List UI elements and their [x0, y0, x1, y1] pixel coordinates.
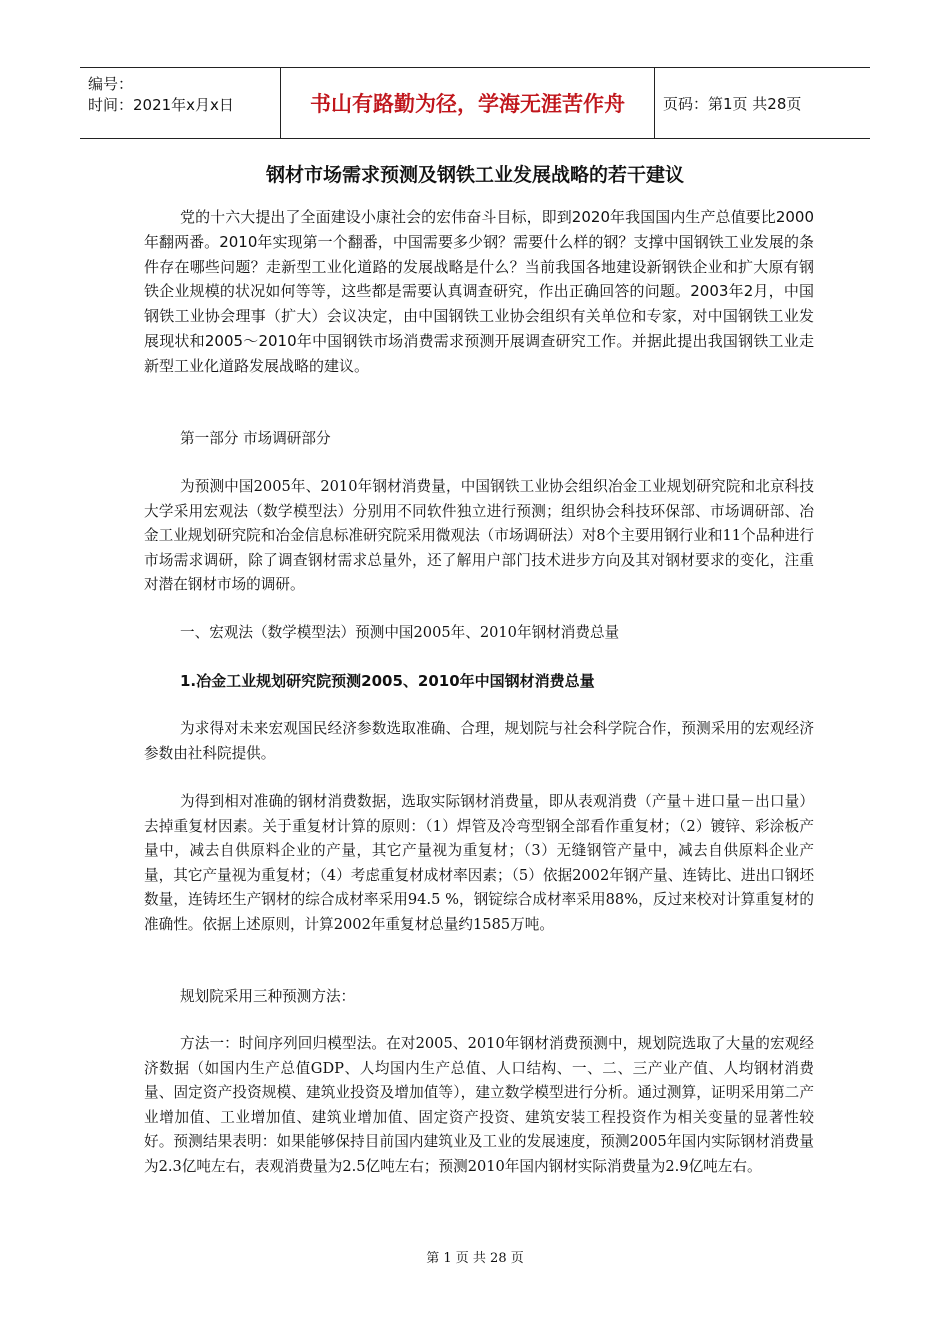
intro-block [144, 205, 814, 379]
para-a-block [144, 717, 814, 766]
sub1-heading: 1.冶金工业规划研究院预测2005、2010年中国钢材消费总量 [180, 672, 595, 690]
section1-heading: 一、宏观法（数学模型法）预测中国2005年、2010年钢材消费总量 [180, 624, 620, 641]
part1-heading-block [144, 427, 814, 451]
part1-block [144, 475, 814, 598]
intro-paragraph: 党的十六大提出了全面建设小康社会的宏伟奋斗目标，即到2020年我国国内生产总值要比2000年翻两番。2010年实现第一个翻番，中国需要多少钢？需要什么样的钢？支撑中国钢铁工业发展的条件存在哪些问题？走新型工业化道路的发展战略是什么？当前我国各地建设新钢铁企业和扩大原有钢铁企业规模的状况如何等等，这些都是需要认真调查研究，作出正确回答的问题。2003年2月，中国钢铁工业协会理事（扩大）会议决定，由中国钢铁工业协会组织有关单位和专家，对中国钢铁工业发展现状和2005～2010年中国钢铁市场消费需求预测开展调查研究工作。并据此提出我国钢铁工业走新型工业化道路发展战略的建议。 [144, 208, 814, 375]
paragraph-repeated-material: 为得到相对准确的钢材消费数据，选取实际钢材消费量，即从表观消费（产量＋进口量－出口量）去掉重复材因素。关于重复材计算的原则：（1）焊管及冷弯型钢全部看作重复材；（2）镀锌、彩涂板产量中，减去自供原料企业的产量，其它产量视为重复材；（3）无缝钢管产量中，减去自供原料企业产量，其它产量视为重复材；（4）考虑重复材成材率因素；（5）依据2002年钢产量、连铸比、进出口钢坯数量，连铸坯生产钢材的综合成材率采用94.5 %，钢锭综合成材率采用88%，反过来校对计算重复材的准确性。依据上述原则，计算2002年重复材总量约1585万吨。 [144, 793, 814, 933]
header-number: 编号： [88, 75, 134, 93]
para-b-block [144, 790, 814, 938]
page-footer: 第 1 页 共 28 页 [426, 1251, 524, 1266]
paragraph-three-methods: 规划院采用三种预测方法： [180, 988, 356, 1005]
para-c-block [144, 985, 814, 1010]
sub1-heading-block [144, 669, 814, 693]
document-title: 钢材市场需求预测及钢铁工业发展战略的若干建议 [265, 164, 684, 186]
header-meta [80, 68, 281, 138]
para-d-block [144, 1032, 814, 1180]
header-date: 时间：2021年x月x日 [88, 96, 234, 114]
part1-paragraph: 为预测中国2005年、2010年钢材消费量，中国钢铁工业协会组织冶金工业规划研究院和北京科技大学采用宏观法（数学模型法）分别用不同软件独立进行预测；组织协会科技环保部、市场调研部、冶金工业规划研究院和冶金信息标准研究院采用微观法（市场调研法）对8个主要用钢行业和11个品种进行市场需求调研，除了调查钢材需求总量外，还了解用户部门技术进步方向及其对钢材要求的变化，注重对潜在钢材市场的调研。 [144, 478, 814, 594]
paragraph-macro-params: 为求得对未来宏观国民经济参数选取准确、合理，规划院与社会科学院合作，预测采用的宏观经济参数由社科院提供。 [144, 720, 814, 762]
header-page-number: 页码：第1页 共28页 [663, 94, 802, 113]
header-motto: 书山有路勤为径，学海无涯苦作舟 [281, 68, 655, 138]
document-header [80, 67, 870, 139]
part1-heading: 第一部分 市场调研部分 [180, 430, 331, 447]
paragraph-method-one: 方法一：时间序列回归模型法。在对2005、2010年钢材消费预测中，规划院选取了大量的宏观经济数据（如国内生产总值GDP、人均国内生产总值、人口结构、一、二、三产业产值、人均钢材消费量、固定资产投资规模、建筑业投资及增加值等），建立数学模型进行分析。通过测算，证明采用第二产业增加值、工业增加值、建筑业增加值、固定资产投资、建筑安装工程投资作为相关变量的显著性较好。预测结果表明：如果能够保持目前国内建筑业及工业的发展速度，预测2005年国内实际钢材消费量为2.3亿吨左右，表观消费量为2.5亿吨左右；预测2010年国内钢材实际消费量为2.9亿吨左右。 [144, 1035, 814, 1175]
section1-heading-block [144, 621, 814, 645]
